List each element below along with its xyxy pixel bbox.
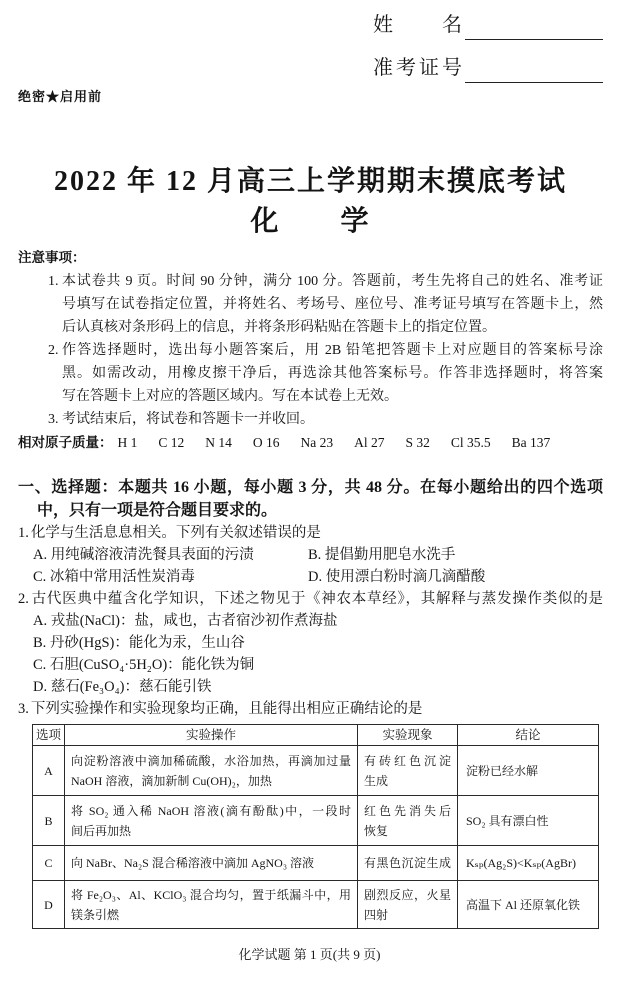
atomic-mass-value: Al 27 <box>354 435 385 450</box>
table-header-cell: 选项 <box>33 725 65 746</box>
cell-line: 向 NaBr、Na₂S 混合稀溶液中滴加 AgNO₃ 溶液 <box>71 856 315 870</box>
page-footer: 化学试题 第 1 页(共 9 页) <box>238 947 381 962</box>
section-heading-line: 中，只有一项是符合题目要求的。 <box>37 502 278 519</box>
note-line: 黑。如需改动，用橡皮擦干净后，再选涂其他答案标号。作答非选择题时，将答案 <box>62 366 603 381</box>
question-option: D. 慈石(Fe₃O₄)：慈石能引铁 <box>33 679 212 695</box>
table-header-cell: 实验现象 <box>358 725 458 746</box>
atomic-mass-value: Ba 137 <box>511 435 551 450</box>
note-line: 写在答题卡上对应的答题区域内。写在本试卷上无效。 <box>62 389 398 404</box>
question-option: B. 丹砂(HgS)：能化为汞，生山谷 <box>33 635 245 651</box>
table-header-row <box>33 725 599 746</box>
note-line: 考试结束后，将试卷和答题卡一并收回。 <box>62 412 314 427</box>
question-option: C. 石胆(CuSO₄·5H₂O)：能化铁为铜 <box>33 657 255 673</box>
atomic-mass-value: H 1 <box>117 435 138 450</box>
option-cell: D <box>33 881 65 929</box>
question-stem-text: 下列实验操作和实验现象均正确，且能得出相应正确结论的是 <box>30 701 423 717</box>
conclusion-cell: 淀粉已经水解 <box>458 746 599 796</box>
exam-title: 2022 年 12 月高三上学期期末摸底考试 <box>53 166 567 197</box>
option-cell: B <box>33 796 65 846</box>
question-1-stem <box>18 522 603 544</box>
table-row <box>33 796 599 846</box>
experiment-table <box>32 724 599 929</box>
name-field <box>373 10 603 40</box>
cell-line: 向淀粉溶液中滴加稀硫酸，水浴加热，再滴加过量 <box>71 753 351 768</box>
question-1-options-row <box>18 544 603 566</box>
question-2-stem <box>18 588 603 610</box>
questions <box>18 522 603 720</box>
note-line: 号填写在试卷指定位置，并将姓名、考场号、座位号、准考证号填写在答题卡上，然 <box>62 297 603 312</box>
question-option: C. 冰箱中常用活性炭消毒 <box>33 569 195 585</box>
cell-line: 生成 <box>364 773 389 788</box>
atomic-mass-value: C 12 <box>158 435 185 450</box>
conclusion-cell: SO₂ 具有漂白性 <box>458 796 599 846</box>
section-heading <box>18 476 603 522</box>
notes-heading: 注意事项： <box>18 250 86 265</box>
atomic-mass-values <box>118 432 551 454</box>
question-number: 3. <box>18 701 29 717</box>
table-row <box>33 846 599 881</box>
cell-line: 四射 <box>364 907 389 922</box>
cell-line: 间后再加热 <box>71 823 132 838</box>
cell-line: 将 Fe₂O₃、Al、KClO₃ 混合均匀，置于纸漏斗中，用 <box>71 887 351 902</box>
note-item-2 <box>48 339 603 408</box>
atomic-mass-value: Cl 35.5 <box>450 435 491 450</box>
note-number: 1. <box>48 274 59 289</box>
cell-line: 有砖红色沉淀 <box>364 753 451 768</box>
phenomenon-cell <box>358 881 458 929</box>
option-cell: A <box>33 746 65 796</box>
question-3-stem <box>18 698 603 720</box>
atomic-mass-label: 相对原子质量： <box>18 435 113 450</box>
section-heading-line: 一、选择题：本题共 16 小题，每小题 3 分，共 48 分。在每小题给出的四个选项 <box>18 479 603 496</box>
note-item-1 <box>48 270 603 339</box>
question-number: 1. <box>18 525 29 541</box>
confidential-mark: 绝密★启用前 <box>18 89 103 104</box>
operation-cell <box>65 881 358 929</box>
exam-id-blank-line <box>465 56 603 83</box>
subject-title: 化 学 <box>250 206 371 237</box>
question-option: A. 戎盐(NaCl)：盐，咸也，古者宿沙初作煮海盐 <box>33 613 338 629</box>
exam-id-field <box>373 53 603 83</box>
table-header-cell: 实验操作 <box>65 725 358 746</box>
atomic-mass-value: O 16 <box>252 435 280 450</box>
operation-cell <box>65 796 358 846</box>
question-stem-text: 化学与生活息息相关。下列有关叙述错误的是 <box>30 525 321 541</box>
note-line: 本试卷共 9 页。时间 90 分钟，满分 100 分。答题前，考生先将自己的姓名、准考证 <box>62 274 603 289</box>
atomic-mass-value: S 32 <box>405 435 430 450</box>
atomic-mass-line <box>18 432 550 454</box>
phenomenon-cell <box>358 796 458 846</box>
atomic-mass-value: N 14 <box>205 435 232 450</box>
exam-id-label: 准考证号 <box>373 57 465 79</box>
cell-line: 剧烈反应，火星 <box>364 887 451 902</box>
question-option: A. 用纯碱溶液清洗餐具表面的污渍 <box>33 547 254 563</box>
name-blank-line <box>465 13 603 40</box>
atomic-mass-value: Na 23 <box>300 435 334 450</box>
cell-line: 有黑色沉淀生成 <box>364 856 451 870</box>
table-row <box>33 746 599 796</box>
notes-section <box>48 270 603 431</box>
question-1-options-row <box>18 566 603 588</box>
table-row <box>33 881 599 929</box>
option-cell: C <box>33 846 65 881</box>
question-stem-text: 古代医典中蕴含化学知识，下述之物见于《神农本草经》，其解释与蒸发操作类似的是 <box>30 591 603 607</box>
phenomenon-cell <box>358 846 458 881</box>
note-number: 2. <box>48 343 59 358</box>
question-number: 2. <box>18 591 29 607</box>
phenomenon-cell <box>358 746 458 796</box>
note-number: 3. <box>48 412 59 427</box>
conclusion-cell: Kₛₚ(Ag₂S)<Kₛₚ(AgBr) <box>458 846 599 881</box>
conclusion-cell: 高温下 Al 还原氧化铁 <box>458 881 599 929</box>
cell-line: NaOH 溶液，滴加新制 Cu(OH)₂，加热 <box>71 773 272 788</box>
cell-line: 红色先消失后 <box>364 803 451 818</box>
cell-line: 恢复 <box>364 823 389 838</box>
note-line: 后认真核对条形码上的信息，并将条形码粘贴在答题卡上的指定位置。 <box>62 320 496 335</box>
cell-line: 将 SO₂ 通入稀 NaOH 溶液(滴有酚酞)中，一段时 <box>71 803 351 818</box>
operation-cell <box>65 746 358 796</box>
table-header-cell: 结论 <box>458 725 599 746</box>
question-option: B. 提倡勤用肥皂水洗手 <box>308 547 456 563</box>
note-line: 作答选择题时，选出每小题答案后，用 2B 铅笔把答题卡上对应题目的答案标号涂 <box>62 343 603 358</box>
operation-cell <box>65 846 358 881</box>
cell-line: 镁条引燃 <box>71 907 120 922</box>
question-option: D. 使用漂白粉时滴几滴醋酸 <box>308 569 486 585</box>
note-item-3 <box>48 408 603 431</box>
name-label: 姓 名 <box>373 14 465 36</box>
